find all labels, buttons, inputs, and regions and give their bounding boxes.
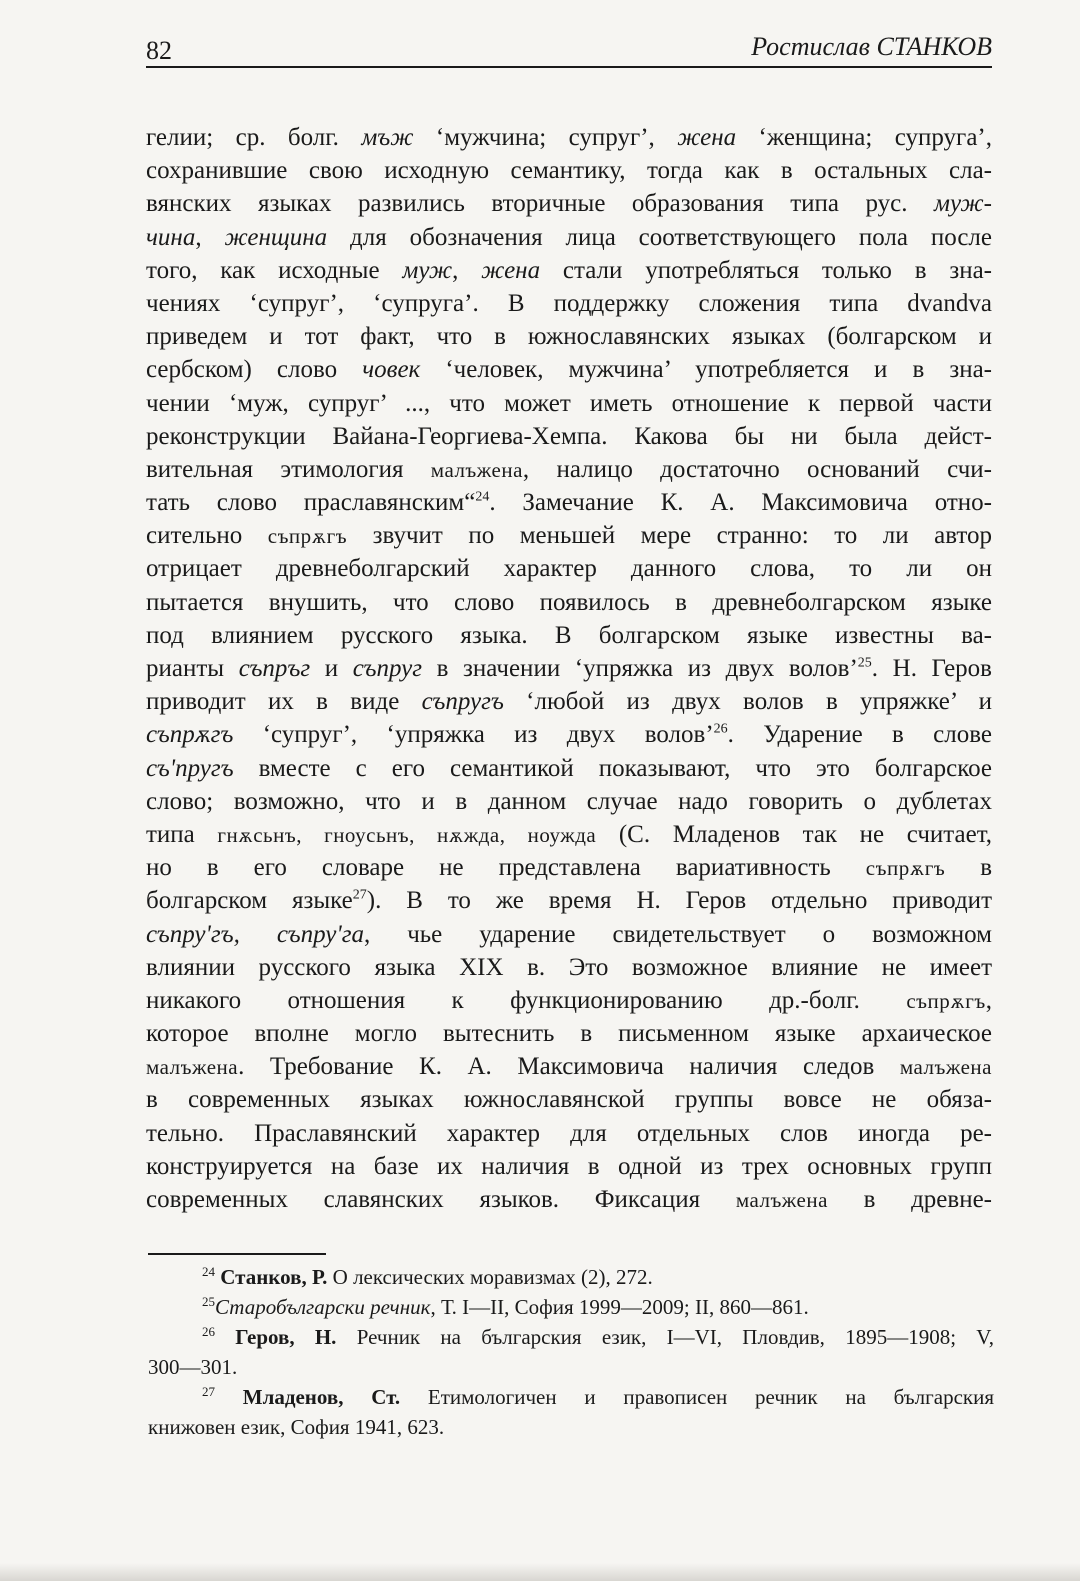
text-run: вянских языках развились вторичные образования типа рус. bbox=[146, 190, 934, 218]
footnote-ref: 27 bbox=[352, 887, 367, 903]
italic-word: съ'пругъ bbox=[146, 754, 234, 782]
page-number: 82 bbox=[146, 36, 172, 65]
text-line bbox=[146, 486, 992, 519]
text-run: сительно bbox=[146, 522, 268, 550]
text-line bbox=[146, 685, 992, 718]
text-run: отрицает древнеболгарский характер данного слова, то ли он bbox=[146, 555, 992, 583]
text-line bbox=[146, 1117, 992, 1150]
footnote-ref: 25 bbox=[857, 655, 872, 671]
footnote-ref: 24 bbox=[475, 489, 490, 505]
old-church-slavonic-word: малъжена bbox=[735, 1188, 828, 1212]
text-run: чениях ‘супруг’, ‘супруга’. В поддержку сложения типа dvandva bbox=[146, 289, 992, 317]
footnote-rule bbox=[148, 1253, 326, 1255]
footnote-title: Старобългарски речник bbox=[215, 1295, 431, 1319]
italic-word: жена bbox=[677, 124, 737, 151]
text-line bbox=[146, 420, 992, 453]
footnote-author: Станков, Р. bbox=[215, 1265, 328, 1289]
footnote-line bbox=[148, 1382, 994, 1412]
text-run: , налицо достаточно оснований счи- bbox=[522, 455, 992, 483]
old-church-slavonic-word: малъжена bbox=[899, 1055, 992, 1080]
text-run: , bbox=[195, 223, 225, 251]
italic-word: мъж bbox=[361, 124, 414, 151]
text-run: приводит их в виде bbox=[146, 688, 422, 716]
text-run: современных славянских языков. Фиксация bbox=[146, 1186, 736, 1213]
text-line bbox=[146, 287, 992, 320]
old-church-slavonic-word: съпрѫгъ bbox=[865, 856, 946, 881]
text-line bbox=[146, 353, 992, 386]
italic-word: женщина bbox=[224, 223, 328, 251]
text-run: . Требование К. А. Максимовича наличия следов bbox=[238, 1053, 900, 1081]
footnote-number: 25 bbox=[202, 1294, 215, 1309]
text-line bbox=[146, 1017, 992, 1050]
text-line bbox=[146, 884, 992, 917]
footnotes bbox=[148, 1262, 994, 1442]
header-rule bbox=[146, 66, 992, 68]
footnote-text: книжовен език, София 1941, 623. bbox=[148, 1415, 445, 1439]
text-run: конструируется на базе их наличия в одной из трех основных групп bbox=[146, 1152, 992, 1180]
italic-word: съпру'гъ, съпру'га bbox=[146, 920, 364, 948]
italic-word: чина bbox=[146, 223, 196, 251]
text-line bbox=[146, 984, 992, 1017]
text-run: болгарском языке bbox=[146, 887, 353, 915]
text-run: влиянии русского языка XIX в. Это возможное влияние не имеет bbox=[146, 953, 992, 981]
italic-word: съпрѫгъ bbox=[146, 721, 234, 749]
text-line bbox=[146, 187, 992, 220]
text-line bbox=[146, 453, 992, 486]
text-line bbox=[146, 221, 992, 254]
footnote bbox=[148, 1262, 994, 1292]
text-line bbox=[146, 1050, 992, 1083]
text-run: в значении ‘упряжка из двух волов’ bbox=[422, 655, 858, 682]
text-run: . Замечание К. А. Максимовича отно- bbox=[489, 489, 992, 517]
footnote-author: Геров, Н. bbox=[215, 1325, 337, 1349]
text-run: пытается внушить, что слово появилось в древнеболгарском языке bbox=[146, 588, 992, 616]
text-run: рианты bbox=[146, 655, 239, 682]
italic-word: съпругъ bbox=[421, 688, 504, 716]
italic-word: човек bbox=[362, 356, 421, 384]
text-line bbox=[146, 718, 992, 751]
footnote-line bbox=[148, 1412, 994, 1442]
text-run: для обозначения лица соответствующего пола после bbox=[327, 223, 992, 251]
text-line bbox=[146, 652, 992, 685]
footnote bbox=[148, 1292, 994, 1322]
italic-word: муж- bbox=[933, 190, 992, 218]
text-run: тельно. Праславянский характер для отдельных слов иногда ре- bbox=[146, 1119, 992, 1147]
text-run: под влиянием русского языка. В болгарском языке известны ва- bbox=[146, 621, 992, 649]
text-run: ). В то же время Н. Геров отдельно приводит bbox=[366, 887, 992, 915]
text-line bbox=[146, 387, 992, 420]
footnote-text: О лексических моравизмах (2), 272. bbox=[327, 1265, 653, 1289]
italic-word: съпруг bbox=[352, 655, 423, 682]
text-line bbox=[146, 1183, 992, 1216]
text-run: в bbox=[945, 854, 992, 882]
footnote-text: , Т. I—II, София 1999—2009; II, 860—861. bbox=[430, 1295, 809, 1319]
text-line bbox=[146, 785, 992, 818]
text-line bbox=[146, 121, 992, 154]
text-run: (С. Младенов так не считает, bbox=[596, 820, 993, 848]
footnote-line bbox=[148, 1262, 994, 1292]
footnote-text: 300—301. bbox=[148, 1355, 238, 1379]
main-text bbox=[146, 121, 992, 1216]
text-run: ‘человек, мужчина’ употребляется и в зна- bbox=[420, 356, 992, 384]
text-run: слово; возможно, что и в данном случае надо говорить о дублетах bbox=[146, 787, 992, 815]
text-line bbox=[146, 851, 992, 884]
footnote bbox=[148, 1322, 994, 1382]
text-line bbox=[146, 752, 992, 785]
footnote-ref: 26 bbox=[713, 722, 728, 738]
text-run: ‘любой из двух волов в упряжке’ и bbox=[503, 688, 992, 716]
text-run: приведем и тот факт, что в южнославянских языках (болгарском и bbox=[146, 323, 992, 351]
text-line bbox=[146, 519, 992, 552]
text-run: тать слово праславянским“ bbox=[146, 489, 476, 517]
old-church-slavonic-word: съпрѫгъ bbox=[906, 988, 986, 1013]
footnote-number: 24 bbox=[202, 1264, 215, 1279]
old-church-slavonic-word: съпрѫгъ bbox=[267, 524, 348, 549]
text-run: вместе с его семантикой показывают, что это болгарское bbox=[233, 754, 992, 782]
text-run: . Н. Геров bbox=[871, 655, 992, 682]
text-run: никакого отношения к функционированию др.-болг. bbox=[146, 986, 907, 1014]
text-run: сохранившие свою исходную семантику, тогда как в остальных сла- bbox=[146, 157, 992, 185]
running-head bbox=[146, 28, 992, 68]
text-run: чении ‘муж, супруг’ ..., что может иметь отношение к первой части bbox=[146, 389, 992, 417]
text-run: , bbox=[985, 986, 992, 1014]
text-line bbox=[146, 154, 992, 187]
text-run: реконструкции Вайана-Георгиева-Хемпа. Какова бы ни была дейст- bbox=[146, 422, 992, 450]
text-run: того, как исходные bbox=[146, 256, 403, 284]
text-run: . Ударение в слове bbox=[727, 721, 992, 749]
text-run: ‘женщина; супруга’, bbox=[736, 124, 992, 151]
text-run: , чье ударение свидетельствует о возможном bbox=[363, 920, 992, 948]
footnote-author: Младенов, Ст. bbox=[215, 1385, 401, 1409]
text-run: в древне- bbox=[827, 1186, 992, 1213]
page-edge-shadow bbox=[0, 1563, 1080, 1581]
text-run: которое вполне могло вытеснить в письменном языке архаическое bbox=[146, 1020, 992, 1048]
italic-word: муж bbox=[402, 256, 453, 284]
footnote-line bbox=[148, 1322, 994, 1352]
text-line bbox=[146, 320, 992, 353]
text-line bbox=[146, 818, 992, 851]
text-line bbox=[146, 1083, 992, 1116]
old-church-slavonic-word: гнѫсьнъ, гноусьнъ, нѫжда, ноужда bbox=[217, 822, 597, 847]
text-run: звучит по меньшей мере странно: то ли автор bbox=[347, 522, 992, 550]
text-line bbox=[146, 951, 992, 984]
text-run: сербском) слово bbox=[146, 356, 363, 384]
text-run: типа bbox=[146, 820, 218, 848]
text-run: ‘супруг’, ‘упряжка из двух волов’ bbox=[233, 721, 714, 749]
text-run: и bbox=[310, 655, 353, 682]
text-run: ‘мужчина; супруг’, bbox=[413, 124, 678, 151]
footnote-text: Етимологичен и правописен речник на българския bbox=[400, 1385, 994, 1409]
italic-word: жена bbox=[481, 256, 541, 284]
text-run: но в его словаре не представлена вариативность bbox=[146, 854, 866, 882]
text-line bbox=[146, 552, 992, 585]
running-title: Ростислав СТАНКОВ bbox=[751, 32, 992, 61]
text-line bbox=[146, 1150, 992, 1183]
text-line bbox=[146, 254, 992, 287]
old-church-slavonic-word: малъжена bbox=[146, 1055, 239, 1080]
text-run: вительная этимология bbox=[146, 455, 431, 483]
text-line bbox=[146, 586, 992, 619]
old-church-slavonic-word: малъжена bbox=[430, 457, 523, 482]
footnote-text: Речник на българския език, I—VI, Пловдив, 1895—1908; V, bbox=[336, 1325, 994, 1349]
footnote-number: 27 bbox=[202, 1384, 215, 1399]
footnote-line bbox=[148, 1352, 994, 1382]
text-line bbox=[146, 918, 992, 951]
italic-word: съпръг bbox=[238, 655, 311, 682]
footnote-line bbox=[148, 1292, 994, 1322]
text-run: гелии; ср. болг. bbox=[146, 124, 362, 151]
text-run: стали употребляться только в зна- bbox=[540, 256, 992, 284]
footnote bbox=[148, 1382, 994, 1442]
text-line bbox=[146, 619, 992, 652]
footnote-number: 26 bbox=[202, 1324, 215, 1339]
text-run: , bbox=[452, 256, 482, 284]
text-run: в современных языках южнославянской группы вовсе не обяза- bbox=[146, 1086, 992, 1114]
